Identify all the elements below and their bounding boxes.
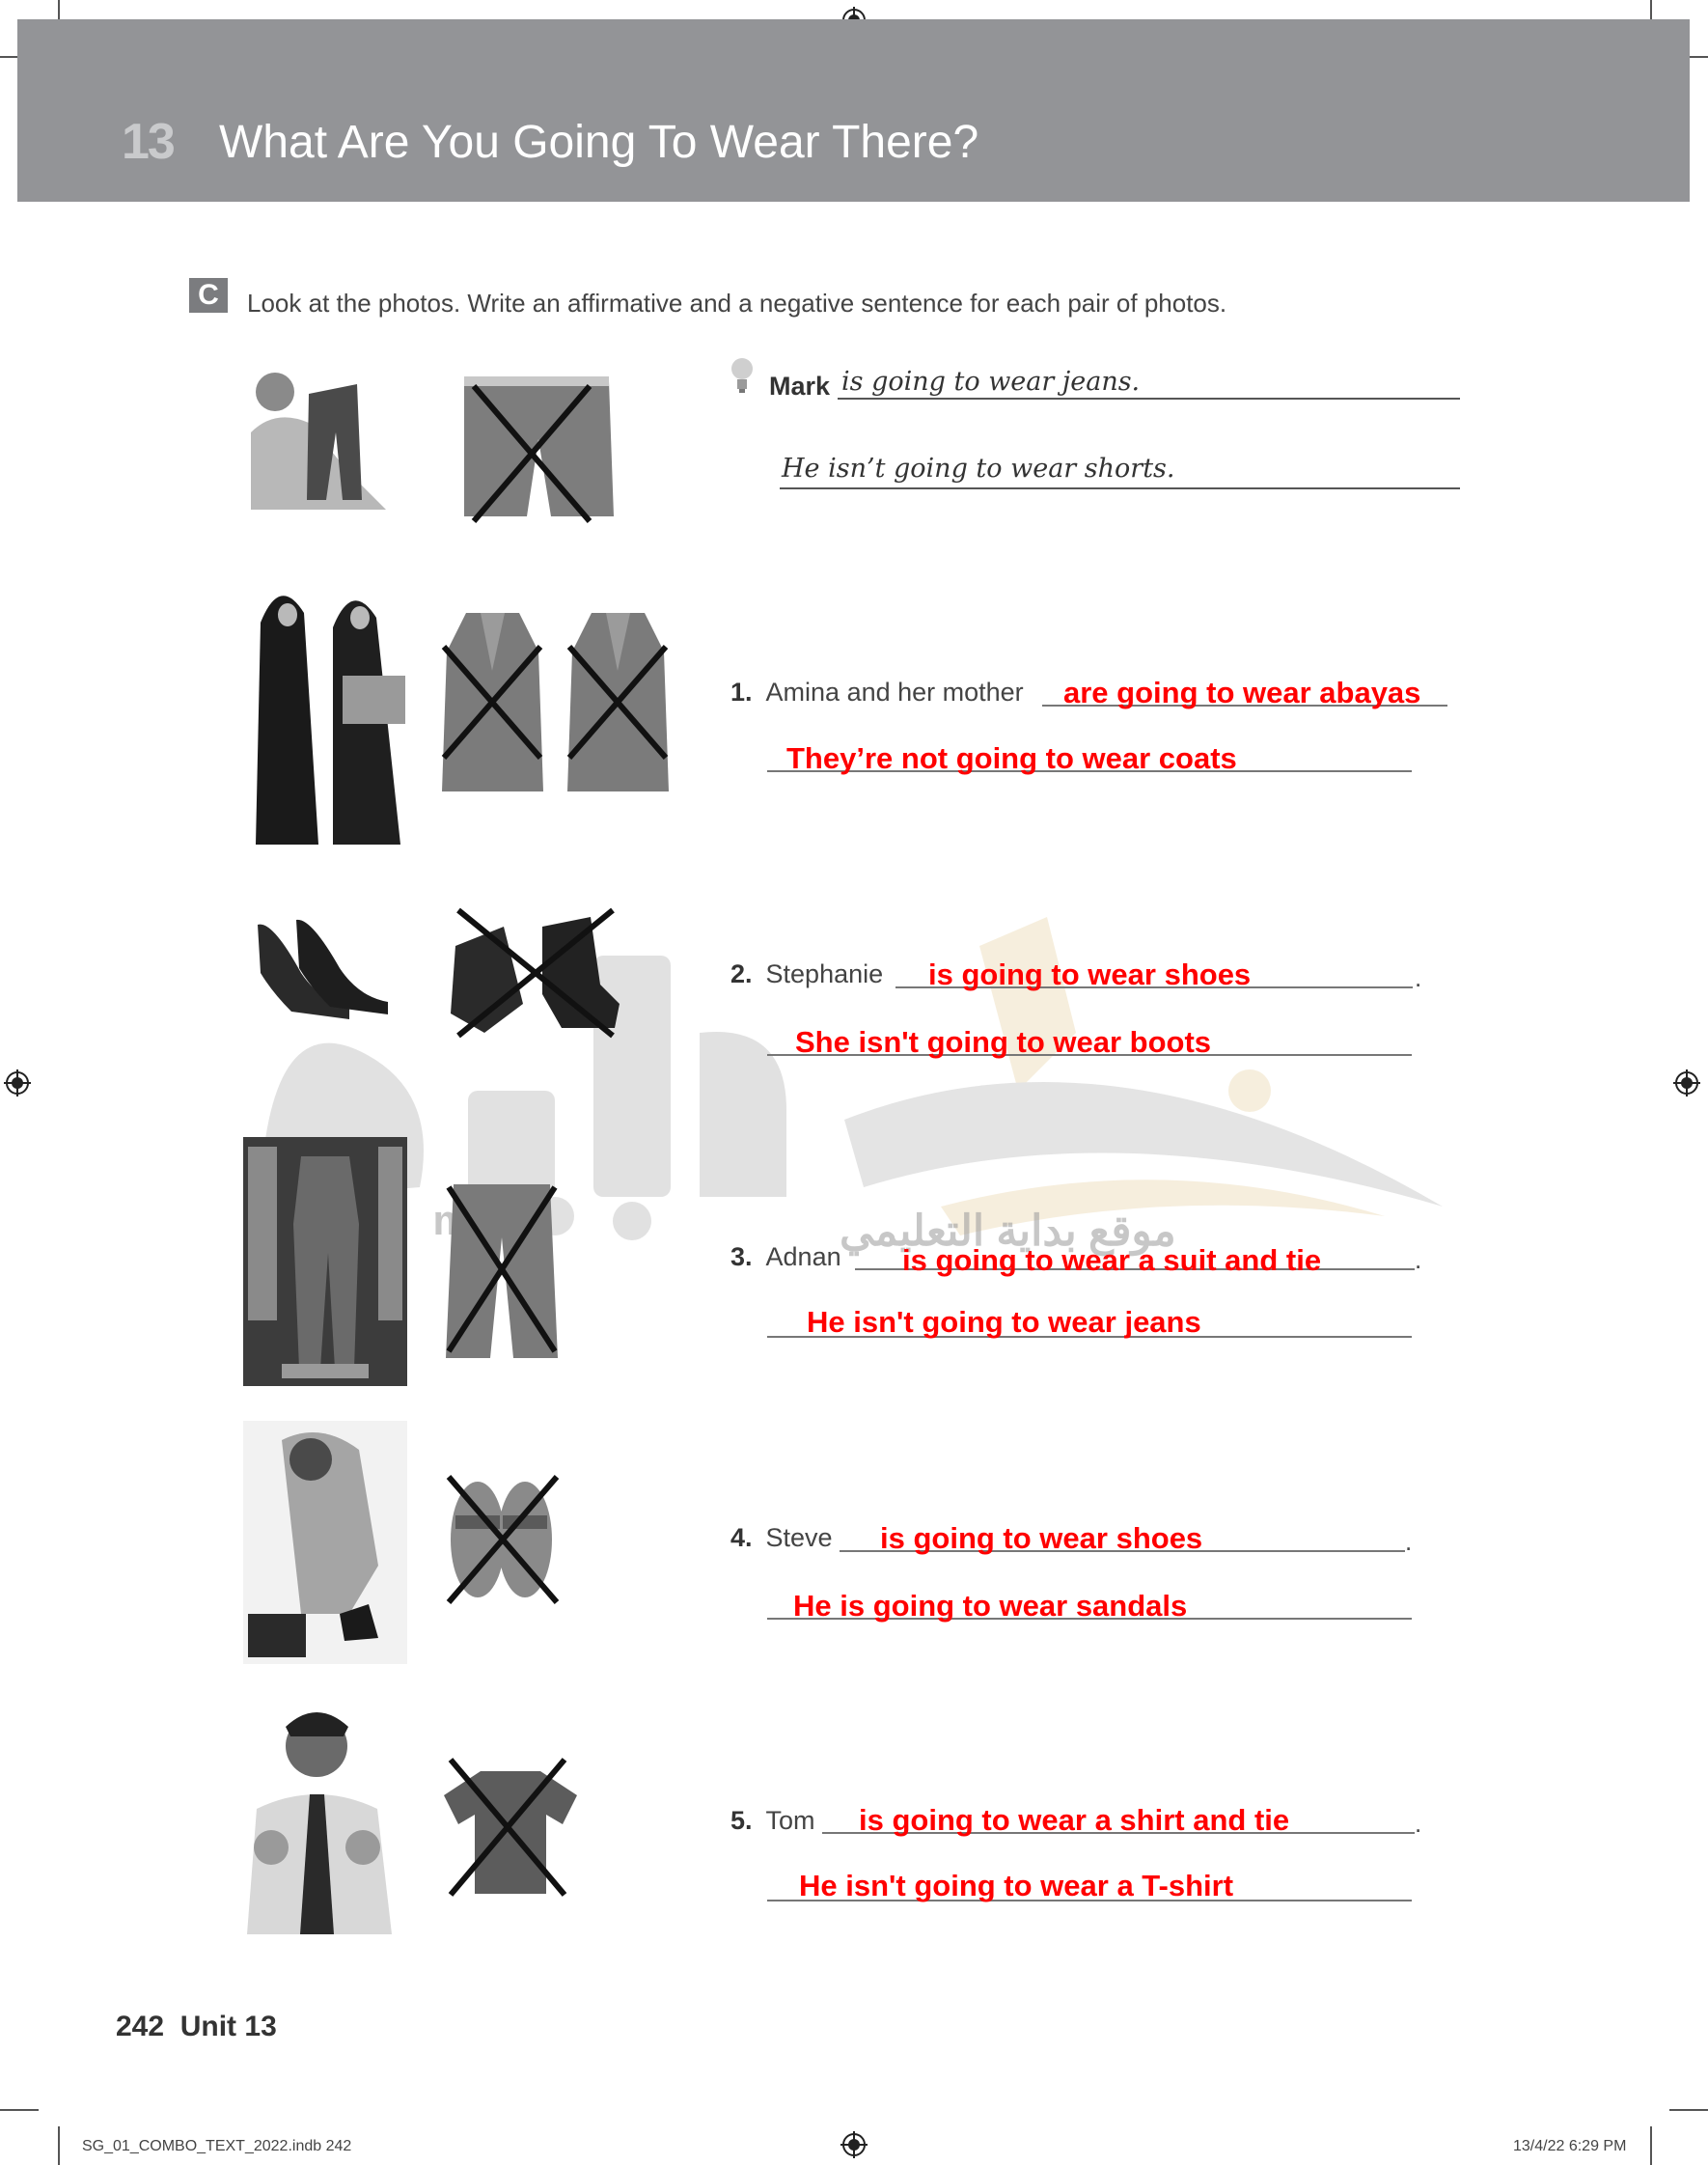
item-subject: Tom [765,1806,815,1835]
crop-mark [58,2126,60,2165]
section-badge: C [189,278,228,313]
item-number: 3. [730,1242,753,1271]
photo-high-heels [253,915,396,1026]
example-affirmative: is going to wear jeans. [841,367,1141,397]
sentence-period: . [1405,1527,1413,1556]
unit-header-band [17,19,1690,202]
cross-out-icon [439,642,545,763]
footer-unit-label: Unit 13 [179,2011,277,2042]
example-negative: He isn’t going to wear shorts. [782,454,1175,484]
photo-women-in-abayas [241,574,410,845]
crop-mark [1650,2126,1652,2165]
watermark-text: موقع بداية التعليمي [840,1207,1176,1255]
answer-line [780,487,1460,489]
sentence-period: . [1415,963,1422,992]
item-subject: Adnan [765,1242,841,1271]
cross-out-icon [444,1182,560,1356]
item-3-answer-negative: He isn't going to wear jeans [807,1305,1201,1339]
registration-mark-icon [840,2131,868,2158]
crop-mark [0,2109,39,2111]
item-1-answer-affirmative: are going to wear abayas [1063,676,1421,709]
sentence-period: . [1415,1809,1422,1838]
cross-out-icon [444,1472,562,1607]
print-slug-file: SG_01_COMBO_TEXT_2022.indb 242 [82,2138,352,2154]
photo-man-tying-shoes [243,1421,407,1664]
cross-out-icon [469,381,594,526]
crop-mark [1669,2109,1708,2111]
item-2-answer-affirmative: is going to wear shoes [928,958,1252,991]
item-number: 5. [730,1806,753,1835]
item-4-prompt [730,1523,833,1553]
item-subject: Stephanie [765,959,884,988]
unit-title: What Are You Going To Wear There? [219,117,979,168]
section-instruction: Look at the photos. Write an affirmative and a negative sentence for each pair of photos. [247,289,1227,318]
print-slug-date: 13/4/22 6:29 PM [1513,2138,1627,2154]
example-subject: Mark [769,372,831,401]
item-3-prompt [730,1242,841,1272]
item-3-answer-affirmative: is going to wear a suit and tie [902,1243,1322,1277]
item-4-answer-negative: He is going to wear sandals [793,1589,1188,1623]
item-5-answer-affirmative: is going to wear a shirt and tie [859,1803,1290,1837]
item-2-prompt [730,959,883,989]
photo-man-holding-jeans [241,365,400,510]
watermark-logo [246,898,1462,1245]
item-number: 1. [730,678,753,707]
item-4-answer-affirmative: is going to wear shoes [880,1521,1203,1555]
photo-man-tying-tie [228,1703,406,1934]
registration-mark-icon [4,1069,31,1096]
item-subject: Steve [765,1523,833,1552]
item-subject: Amina and her mother [765,678,1024,707]
item-number: 4. [730,1523,753,1552]
cross-out-icon [446,1755,569,1900]
page-number: 242 [116,2011,165,2042]
item-number: 2. [730,959,753,988]
page-footer [116,2011,277,2043]
item-1-prompt [730,678,1024,708]
cross-out-icon [565,642,671,763]
item-2-answer-negative: She isn't going to wear boots [795,1025,1212,1059]
cross-out-icon [454,905,618,1041]
unit-number: 13 [122,114,174,170]
photo-suit-on-mannequin [243,1137,407,1386]
registration-mark-icon [1673,1069,1700,1096]
answer-line [838,398,1460,400]
sentence-period: . [1415,1245,1422,1274]
item-5-prompt [730,1806,815,1836]
item-1-answer-negative: They’re not going to wear coats [786,741,1237,775]
item-5-answer-negative: He isn't going to wear a T-shirt [799,1869,1234,1902]
lightbulb-icon [730,355,755,396]
